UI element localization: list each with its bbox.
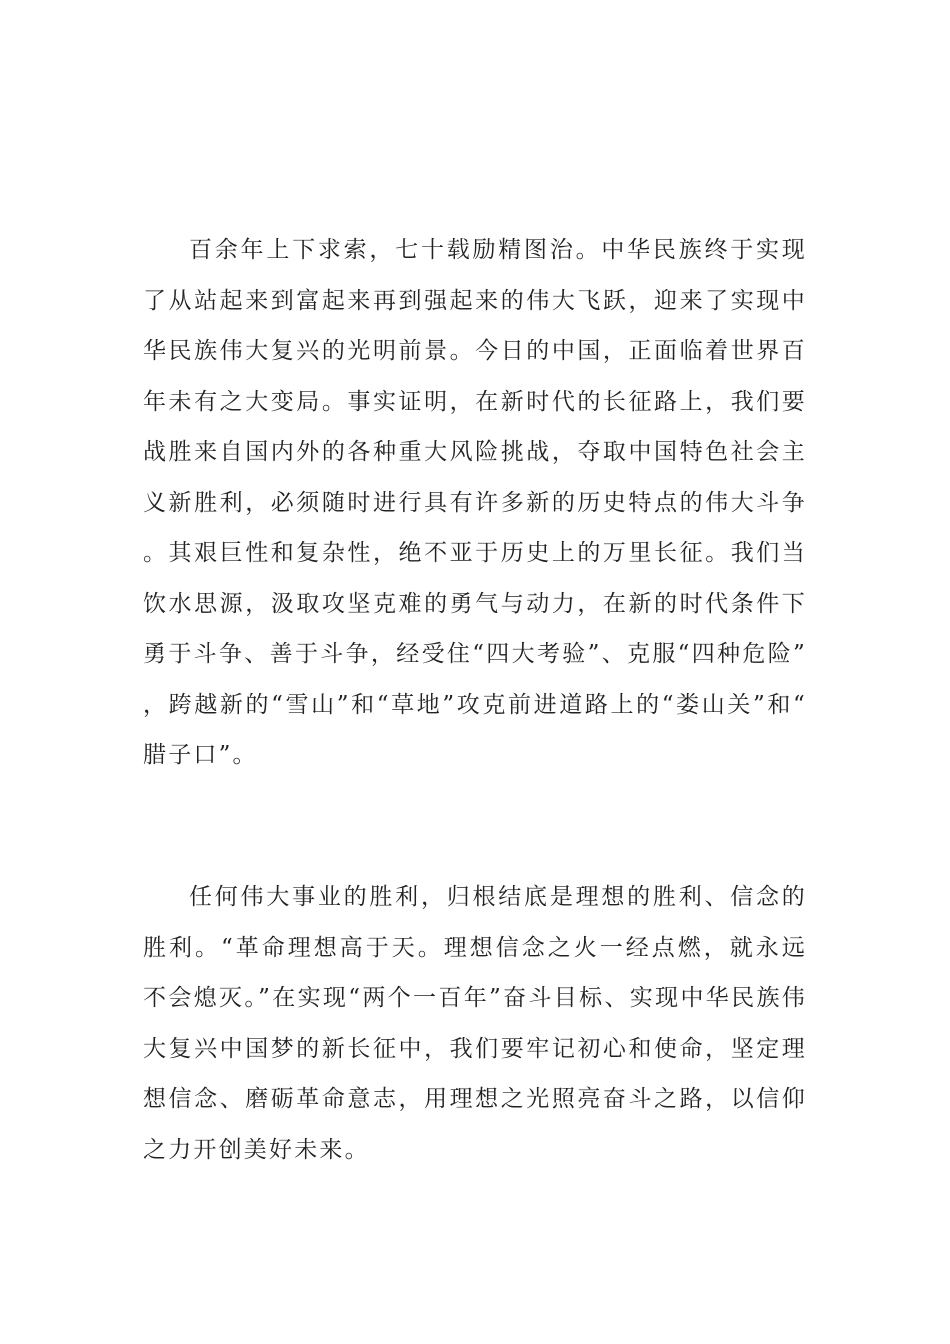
body-paragraph-2: 任何伟大事业的胜利，归根结底是理想的胜利、信念的胜利。“革命理想高于天。理想信念之火一经点燃，就永远不会熄灭。”在实现“两个一百年”奋斗目标、实现中华民族伟大复兴中国梦的新长征中，我们要牢记初心和使命，坚定理想信念、磨砺革命意志，用理想之光照亮奋斗之路，以信仰之力开创美好未来。	[143, 884, 807, 1163]
body-paragraph-1: 百余年上下求索，七十载励精图治。中华民族终于实现了从站起来到富起来再到强起来的伟大飞跃，迎来了实现中华民族伟大复兴的光明前景。今日的中国，正面临着世界百年未有之大变局。事实证明，在新时代的长征路上，我们要战胜来自国内外的各种重大风险挑战，夺取中国特色社会主义新胜利，必须随时进行具有许多新的历史特点的伟大斗争。其艰巨性和复杂性，绝不亚于历史上的万里长征。我们当饮水思源，汲取攻坚克难的勇气与动力，在新的时代条件下勇于斗争、善于斗争，经受住“四大考验”、克服“四种危险”，跨越新的“雪山”和“草地”攻克前进道路上的“娄山关”和“腊子口”。	[143, 237, 807, 768]
